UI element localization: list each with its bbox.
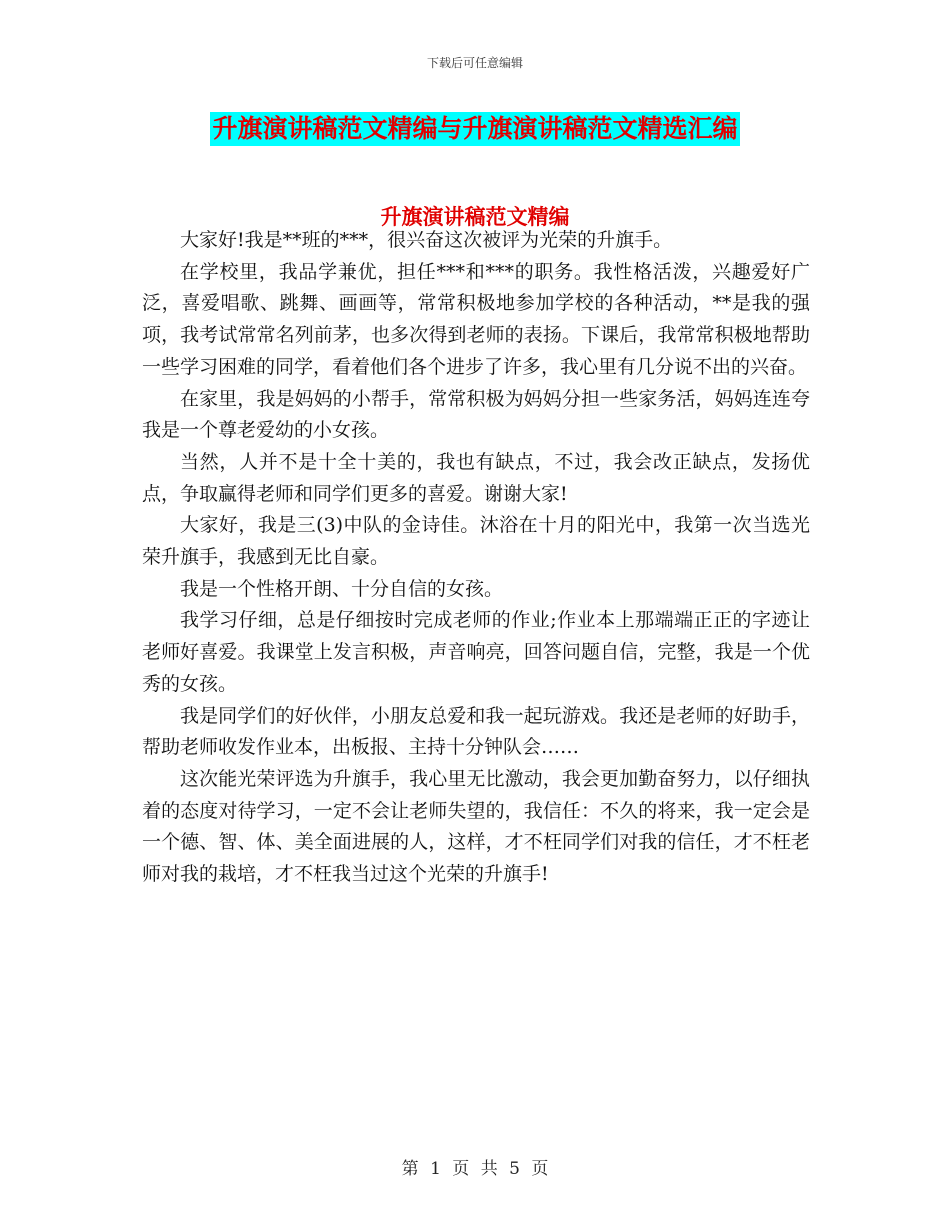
document-body — [142, 225, 810, 891]
header-note: 下载后可任意编辑 — [426, 56, 523, 70]
paragraph: 在家里，我是妈妈的小帮手，常常积极为妈妈分担一些家务活，妈妈连连夸我是一个尊老爱幼的小女孩。 — [142, 387, 810, 442]
main-title: 升旗演讲稿范文精编与升旗演讲稿范文精选汇编 — [210, 112, 739, 146]
paragraph: 当然，人并不是十全十美的，我也有缺点，不过，我会改正缺点，发扬优点，争取赢得老师和同学们更多的喜爱。谢谢大家! — [142, 450, 810, 505]
paragraph: 我学习仔细，总是仔细按时完成老师的作业;作业本上那端端正正的字迹让老师好喜爱。我课堂上发言积极，声音响亮，回答问题自信，完整，我是一个优秀的女孩。 — [142, 609, 810, 695]
paragraph: 我是同学们的好伙伴，小朋友总爱和我一起玩游戏。我还是老师的好助手，帮助老师收发作业本，出板报、主持十分钟队会…… — [142, 704, 810, 759]
paragraph: 大家好，我是三(3)中队的金诗佳。沐浴在十月的阳光中，我第一次当选光荣升旗手，我感到无比自豪。 — [142, 514, 810, 569]
paragraph: 大家好!我是**班的***，很兴奋这次被评为光荣的升旗手。 — [180, 229, 673, 251]
paragraph: 在学校里，我品学兼优，担任***和***的职务。我性格活泼，兴趣爱好广泛，喜爱唱歌、跳舞、画画等，常常积极地参加学校的各种活动，**是我的强项，我考试常常名列前茅，也多次得到老师的表扬。下课后，我常常积极地帮助一些学习困难的同学，看着他们各个进步了许多，我心里有几分说不出的兴奋。 — [142, 260, 810, 378]
section-title: 升旗演讲稿范文精编 — [380, 205, 570, 229]
paragraph: 我是一个性格开朗、十分自信的女孩。 — [180, 577, 504, 600]
paragraph: 这次能光荣评选为升旗手，我心里无比激动，我会更加勤奋努力，以仔细执着的态度对待学习，一定不会让老师失望的，我信任：不久的将来，我一定会是一个德、智、体、美全面进展的人，这样，才不枉同学们对我的信任，才不枉老师对我的栽培，才不枉我当过这个光荣的升旗手! — [142, 767, 810, 886]
page-footer: 第 1 页 共 5 页 — [401, 1159, 549, 1179]
main-title-container — [0, 112, 950, 146]
